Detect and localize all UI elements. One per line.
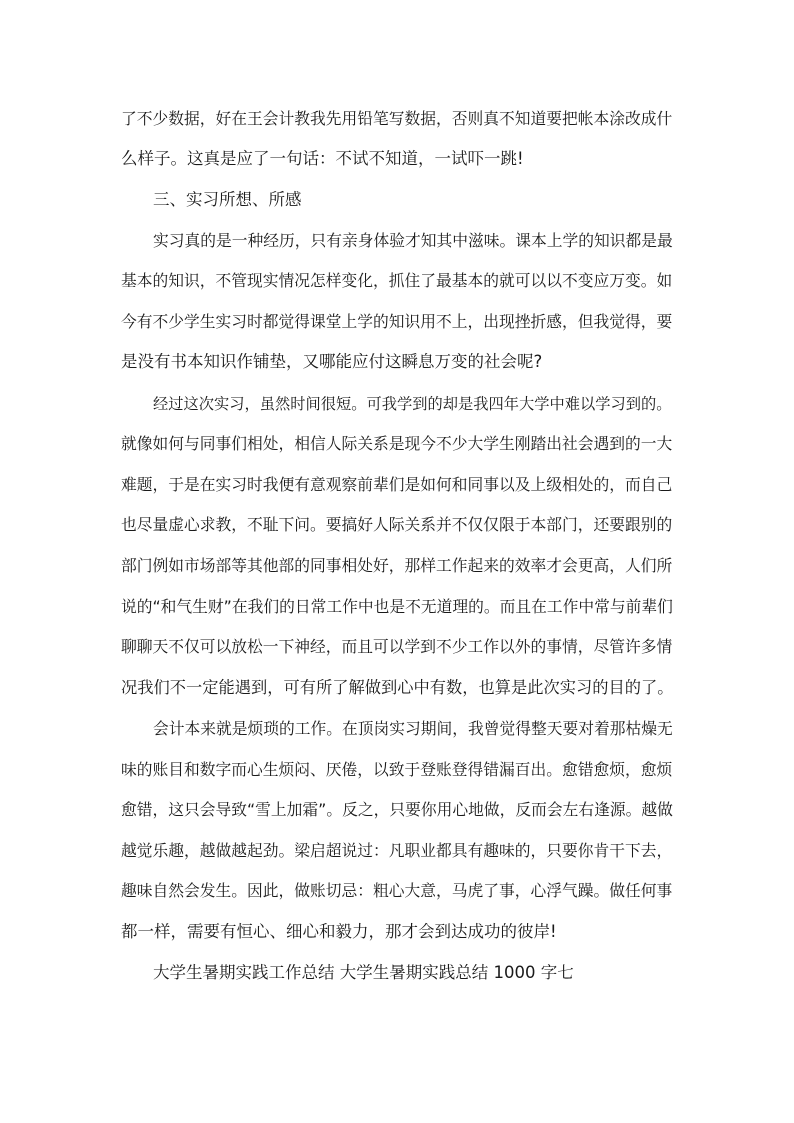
- section-heading: 三、实习所想、所感: [153, 190, 302, 209]
- text-line: 就像如何与同事们相处，相信人际关系是现今不少大学生刚踏出社会遇到的一大: [121, 434, 673, 453]
- text-line: 也尽量虚心求教，不耻下问。要搞好人际关系并不仅仅限于本部门，还要跟别的: [121, 515, 673, 534]
- text-line: 聊聊天不仅可以放松一下神经，而且可以学到不少工作以外的事情，尽管许多情: [121, 637, 673, 656]
- text-line: 都一样，需要有恒心、细心和毅力，那才会到达成功的彼岸!: [121, 922, 557, 941]
- text-line: 么样子。这真是应了一句话：不试不知道，一试吓一跳!: [121, 149, 524, 168]
- text-line: 是没有书本知识作铺垫，又哪能应付这瞬息万变的社会呢?: [121, 352, 543, 371]
- text-line: 越觉乐趣，越做越起劲。梁启超说过：凡职业都具有趣味的，只要你肯干下去，: [121, 841, 673, 860]
- text-line: 趣味自然会发生。因此，做账切忌：粗心大意，马虎了事，心浮气躁。做任何事: [121, 881, 673, 900]
- text-line: 味的账目和数字而心生烦闷、厌倦，以致于登账登得错漏百出。愈错愈烦，愈烦: [121, 760, 673, 779]
- text-line: 会计本来就是烦琐的工作。在顶岗实习期间，我曾觉得整天要对着那枯燥无: [153, 719, 673, 738]
- text-line: 基本的知识，不管现实情况怎样变化，抓住了最基本的就可以以不变应万变。如: [121, 271, 673, 290]
- text-line: 愈错，这只会导致“雪上加霜”。反之，只要你用心地做，反而会左右逢源。越做: [121, 800, 673, 819]
- text-line: 实习真的是一种经历，只有亲身体验才知其中滋味。课本上学的知识都是最: [153, 231, 673, 250]
- text-line: 了不少数据，好在王会计教我先用铅笔写数据，否则真不知道要把帐本涂改成什: [121, 109, 673, 128]
- title-line: 大学生暑期实践工作总结 大学生暑期实践总结 1000 字七: [153, 963, 574, 982]
- text-line: 难题，于是在实习时我便有意观察前辈们是如何和同事以及上级相处的，而自己: [121, 475, 673, 494]
- text-line: 部门例如市场部等其他部的同事相处好，那样工作起来的效率才会更高，人们所: [121, 556, 673, 575]
- text-line: 况我们不一定能遇到，可有所了解做到心中有数，也算是此次实习的目的了。: [121, 678, 674, 697]
- text-line: 经过这次实习，虽然时间很短。可我学到的却是我四年大学中难以学习到的。: [153, 395, 672, 413]
- text-line: 说的“和气生财”在我们的日常工作中也是不无道理的。而且在工作中常与前辈们: [121, 597, 673, 616]
- text-line: 今有不少学生实习时都觉得课堂上学的知识用不上，出现挫折感，但我觉得，要: [121, 312, 673, 331]
